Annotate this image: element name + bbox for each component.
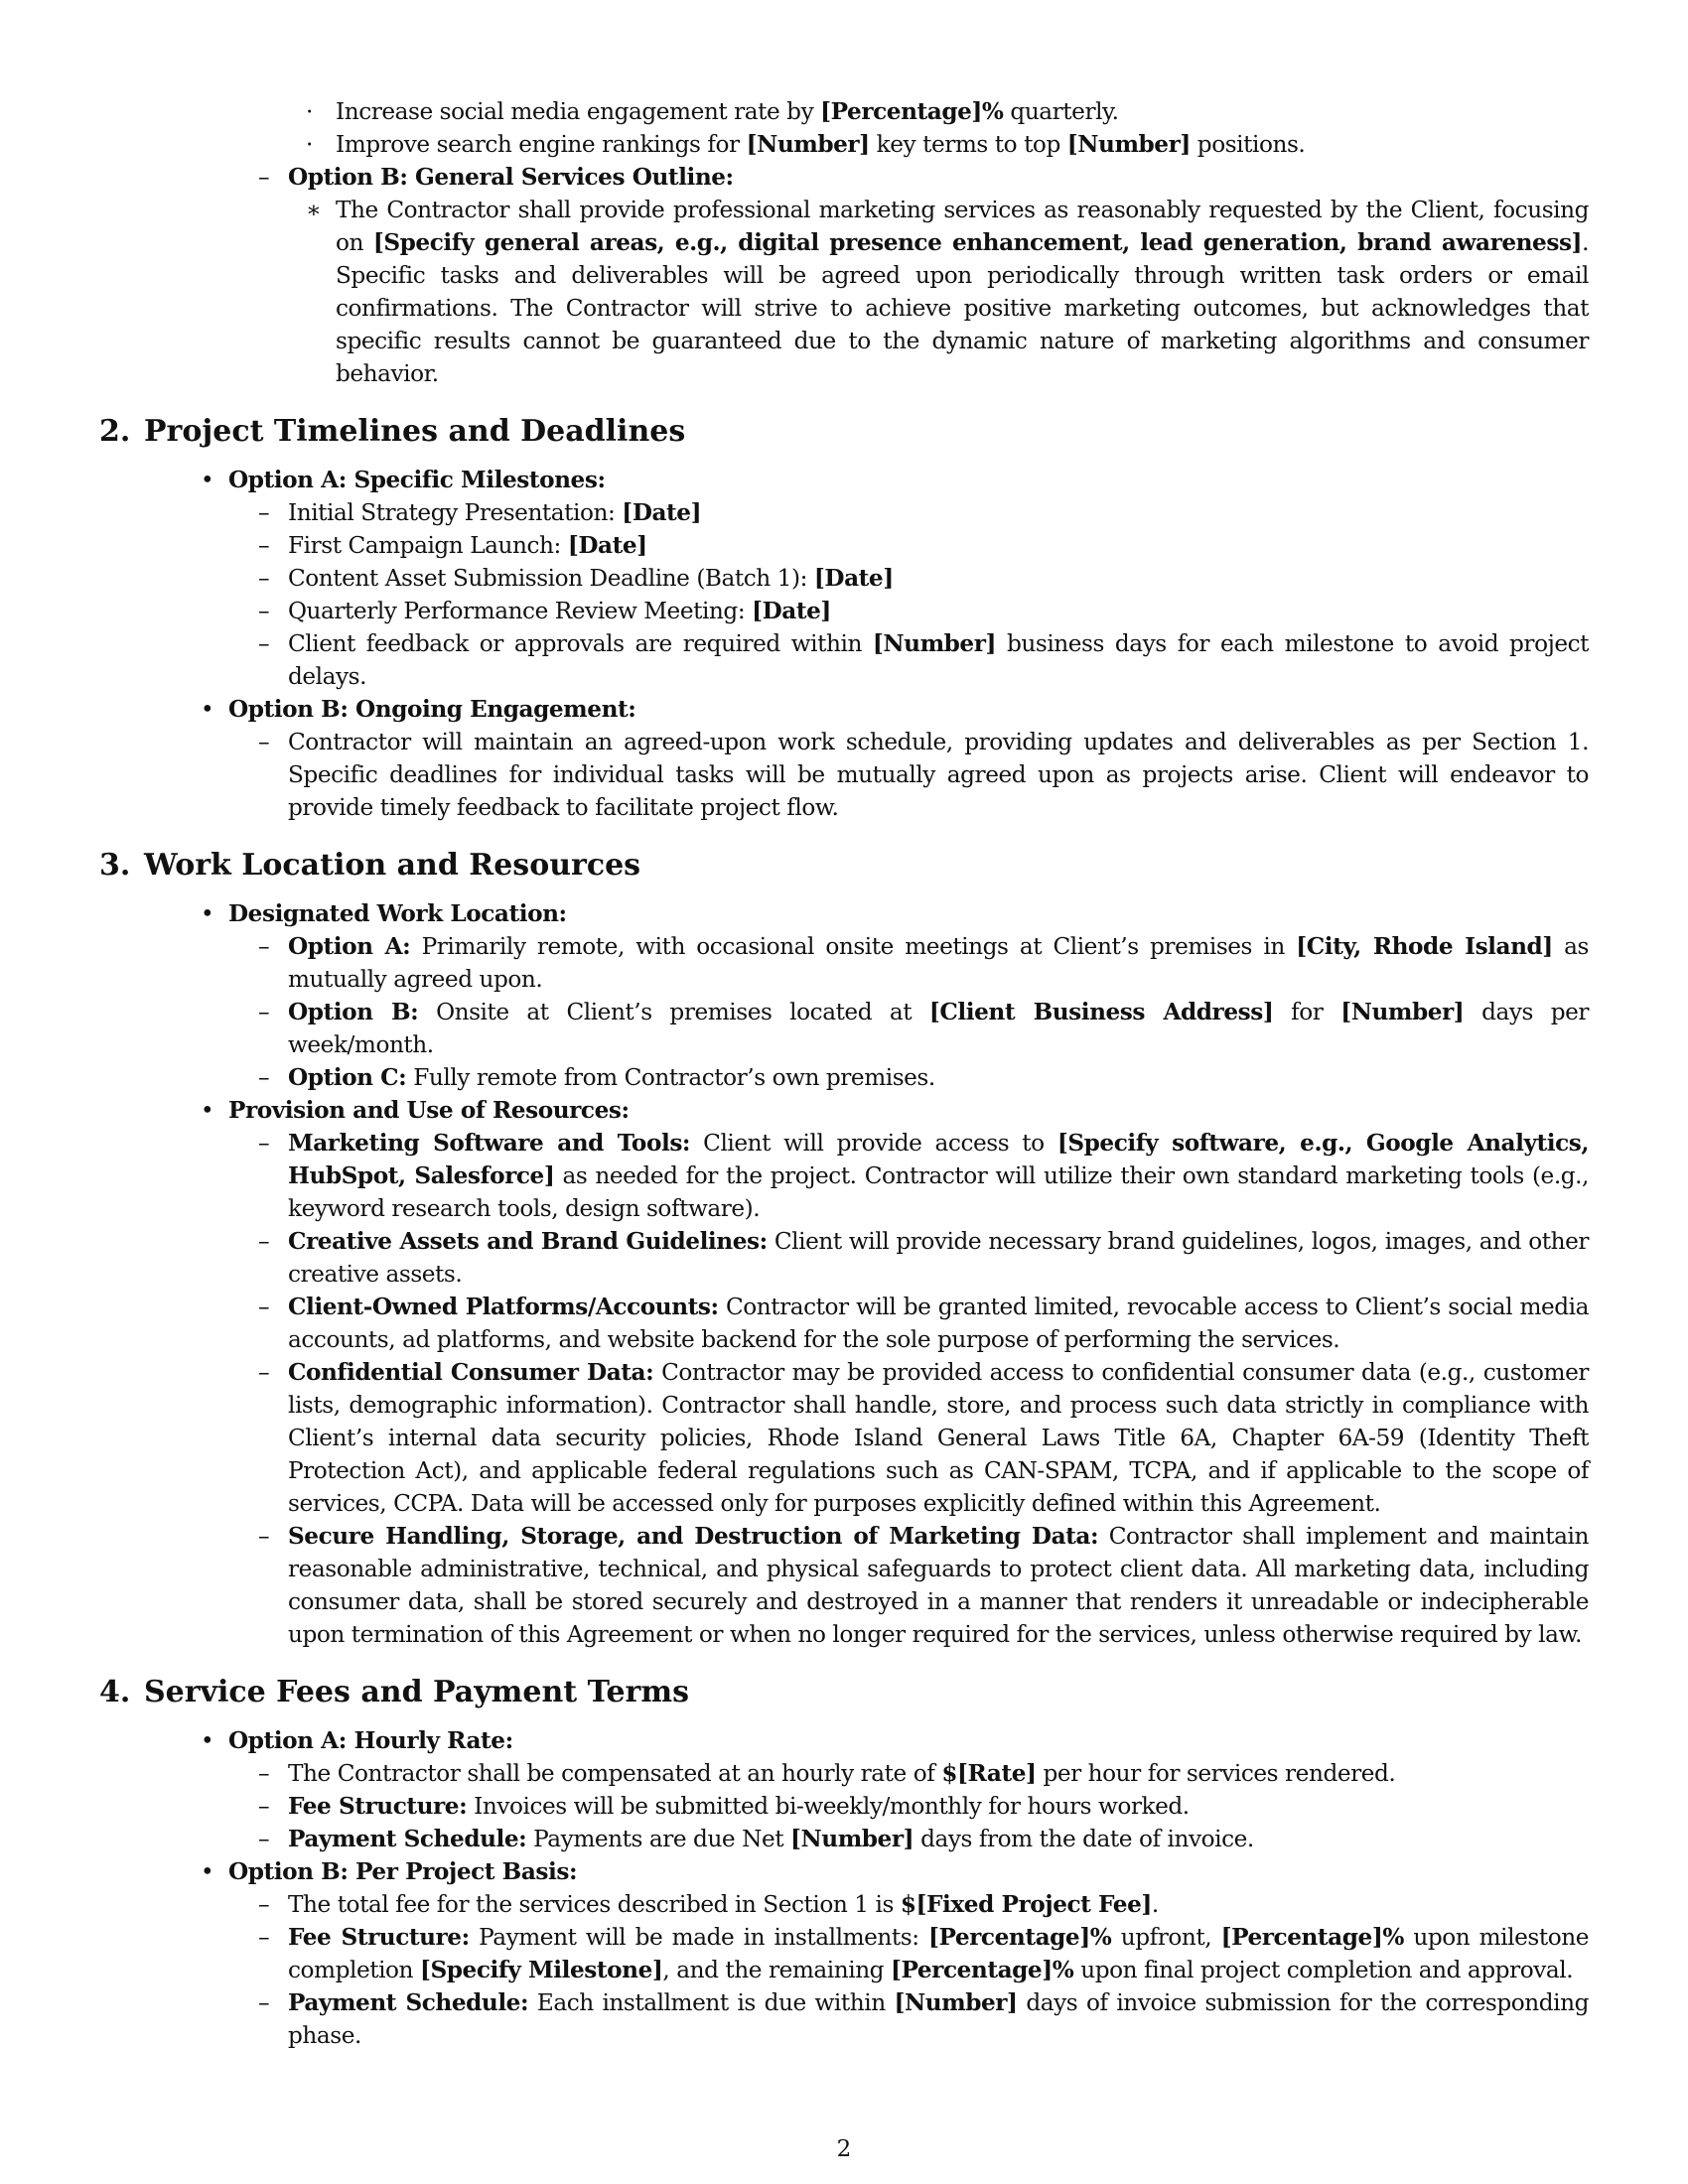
list-item: ∗ The Contractor shall provide professional marketing services as reasonably requested by the Client, focusing on [Specify general areas, e.g., digital presence enhancement, lead generation, brand awareness]. Specific tasks and deliverables will be agreed upon periodically through written task orders or email confirmations. The Contractor will strive to achieve positive marketing outcomes, but acknowledges that specific results cannot be guaranteed due to the dynamic nature of marketing algorithms and consumer behavior. [336, 194, 1589, 390]
list-item: • Option B: Ongoing Engagement: [228, 693, 1589, 726]
page-number: 2 [836, 2136, 852, 2162]
bullet-dot-icon: · [306, 98, 313, 125]
dash-icon: – [258, 999, 270, 1025]
list-item: – Fee Structure: Payment will be made in installments: [Percentage]% upfront, [Percentage]% upon milestone completion [Specify Milestone], and the remaining [Percentage]% upon final project completion and approval. [288, 1921, 1589, 1986]
dash-icon: – [258, 1228, 270, 1255]
dash-icon: – [258, 1924, 270, 1951]
list-item: – Option C: Fully remote from Contractor’s own premises. [288, 1061, 1589, 1094]
list-item: – Content Asset Submission Deadline (Batch 1): [Date] [288, 562, 1589, 595]
list-item: – Payment Schedule: Payments are due Net [Number] days from the date of invoice. [288, 1823, 1589, 1855]
list-item: – Client feedback or approvals are required within [Number] business days for each milestone to avoid project delays. [288, 627, 1589, 693]
bullet-icon: • [201, 1727, 214, 1754]
section-heading: 2. Project Timelines and Deadlines [99, 414, 686, 449]
dash-icon: – [258, 933, 270, 960]
list-item: – Secure Handling, Storage, and Destruction of Marketing Data: Contractor shall implement and maintain reasonable administrative, technical, and physical safeguards to protect client data. All marketing data, including consumer data, shall be stored securely and destroyed in a manner that renders it unreadable or indecipherable upon termination of this Agreement or when no longer required for the services, unless otherwise required by law. [288, 1520, 1589, 1651]
dash-icon: – [258, 1064, 270, 1091]
list-item: • Option A: Specific Milestones: [228, 464, 1589, 496]
list-item: – Contractor will maintain an agreed-upon work schedule, providing updates and deliverables as per Section 1. Specific deadlines for individual tasks will be mutually agreed upon as projects arise. Client will endeavor to provide timely feedback to facilitate project flow. [288, 726, 1589, 824]
list-item: – Creative Assets and Brand Guidelines: Client will provide necessary brand guidelines, logos, images, and other creative assets. [288, 1225, 1589, 1291]
dash-icon: – [258, 532, 270, 559]
dash-icon: – [258, 630, 270, 657]
dash-icon: – [258, 1891, 270, 1918]
section-heading: 4. Service Fees and Payment Terms [99, 1675, 689, 1709]
list-item: • Option A: Hourly Rate: [228, 1724, 1589, 1757]
dash-icon: – [258, 1760, 270, 1787]
dash-icon: – [258, 1359, 270, 1386]
list-item: • Option B: Per Project Basis: [228, 1855, 1589, 1888]
dash-icon: – [258, 1989, 270, 2016]
bullet-dot-icon: · [306, 131, 313, 158]
dash-icon: – [258, 729, 270, 755]
dash-icon: – [258, 598, 270, 624]
bullet-icon: • [201, 467, 214, 493]
dash-icon: – [258, 499, 270, 526]
list-item: – The total fee for the services described in Section 1 is $[Fixed Project Fee]. [288, 1888, 1589, 1921]
dash-icon: – [258, 1130, 270, 1157]
bullet-icon: • [201, 1858, 214, 1885]
dash-icon: – [258, 1294, 270, 1320]
bullet-icon: • [201, 1097, 214, 1124]
document-page [99, 95, 1589, 2052]
list-item: – Quarterly Performance Review Meeting: [Date] [288, 595, 1589, 627]
dash-icon: – [258, 1826, 270, 1852]
list-item: • Designated Work Location: [228, 897, 1589, 930]
list-item: – Option B: Onsite at Client’s premises located at [Client Business Address] for [Number] days per week/month. [288, 996, 1589, 1061]
list-item: – Payment Schedule: Each installment is due within [Number] days of invoice submission for the corresponding phase. [288, 1986, 1589, 2052]
list-item: – The Contractor shall be compensated at an hourly rate of $[Rate] per hour for services rendered. [288, 1757, 1589, 1790]
dash-icon: – [258, 164, 270, 191]
list-item: • Provision and Use of Resources: [228, 1094, 1589, 1127]
list-item: – Initial Strategy Presentation: [Date] [288, 496, 1589, 529]
bullet-icon: • [201, 900, 214, 927]
list-item: – Marketing Software and Tools: Client will provide access to [Specify software, e.g., Google Analytics, HubSpot, Salesforce] as needed for the project. Contractor will utilize their own standard marketing tools (e.g., keyword research tools, design software). [288, 1127, 1589, 1225]
section-heading: 3. Work Location and Resources [99, 848, 641, 883]
list-item: – Fee Structure: Invoices will be submitted bi-weekly/monthly for hours worked. [288, 1790, 1589, 1823]
list-item: · Increase social media engagement rate by [Percentage]% quarterly. [336, 95, 1589, 128]
dash-icon: – [258, 1523, 270, 1550]
dash-icon: – [258, 565, 270, 592]
list-item: – First Campaign Launch: [Date] [288, 529, 1589, 562]
list-item: – Confidential Consumer Data: Contractor may be provided access to confidential consumer data (e.g., customer lists, demographic information). Contractor shall handle, store, and process such data strictly in compliance with Client’s internal data security policies, Rhode Island General Laws Title 6A, Chapter 6A-59 (Identity Theft Protection Act), and applicable federal regulations such as CAN-SPAM, TCPA, and if applicable to the scope of services, CCPA. Data will be accessed only for purposes explicitly defined within this Agreement. [288, 1356, 1589, 1520]
list-item: · Improve search engine rankings for [Number] key terms to top [Number] positions. [336, 128, 1589, 161]
dash-icon: – [258, 1793, 270, 1820]
list-item: – Option A: Primarily remote, with occasional onsite meetings at Client’s premises in [City, Rhode Island] as mutually agreed upon. [288, 930, 1589, 996]
asterisk-icon: ∗ [306, 197, 322, 223]
bullet-icon: • [201, 696, 214, 723]
list-item: – Option B: General Services Outline: [288, 161, 1589, 194]
list-item: – Client-Owned Platforms/Accounts: Contractor will be granted limited, revocable access to Client’s social media accounts, ad platforms, and website backend for the sole purpose of performing the services. [288, 1291, 1589, 1356]
